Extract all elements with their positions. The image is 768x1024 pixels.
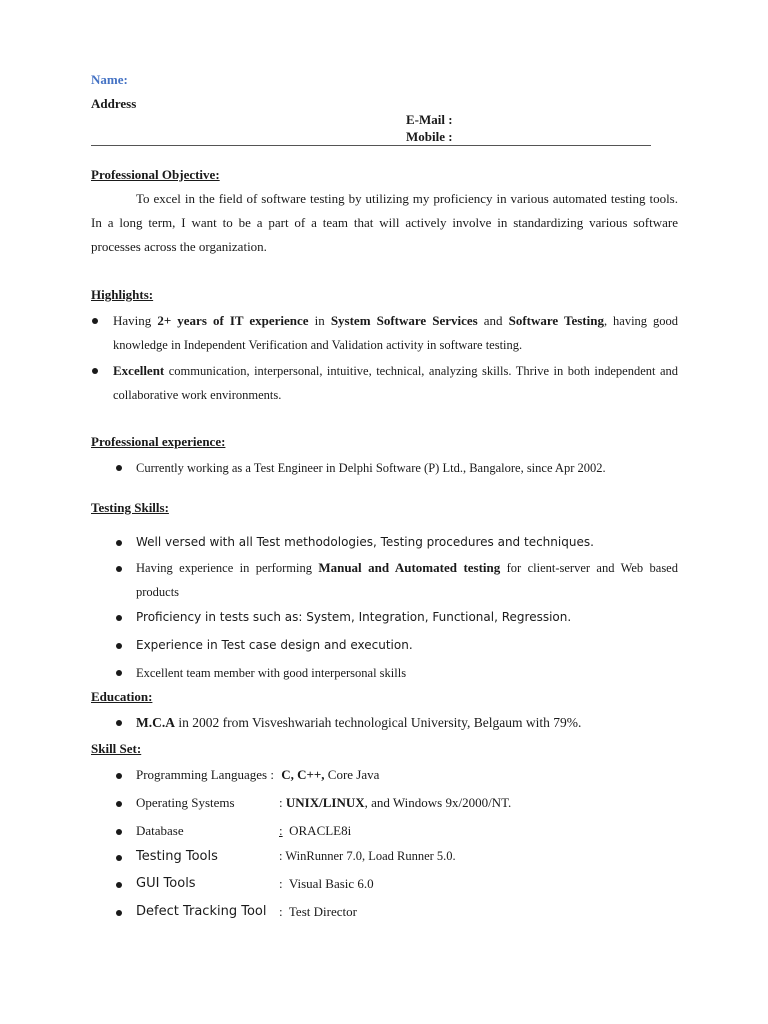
bullet-icon [116,566,122,572]
bullet-icon [116,829,122,835]
highlights-heading: Highlights: [91,287,154,302]
objective-body: To excel in the field of software testing by utilizing my proficiency in various automated testing tools. In a long term, I want to be a part of a team that will actively involve in standardizing various software processes across the organization. [91,191,678,254]
skill-label: Database [136,823,184,838]
bullet-icon [116,773,122,779]
highlight-item-1: Having 2+ years of IT experience in System Software Services and Software Testing, having good knowledge in Independent Verification and Validation activity in software testing. [113,313,678,352]
testing-skill-item-4: Experience in Test case design and execution. [136,638,413,652]
experience-heading: Professional experience: [91,434,226,449]
mobile-label: Mobile : [406,129,453,144]
bullet-icon [116,910,122,916]
testing-skill-item-2: Having experience in performing Manual and Automated testing for client-server and Web based products [136,560,678,599]
testing-skill-item-3: Proficiency in tests such as: System, Integration, Functional, Regression. [136,610,572,624]
skill-label: GUI Tools [136,876,196,891]
skill-row-testing-tools: Testing Tools : WinRunner 7.0, Load Runner 5.0. [136,849,456,864]
bullet-icon [116,540,122,546]
name-label: Name: [91,72,128,87]
bullet-icon [116,670,122,676]
bullet-icon [116,720,122,726]
bullet-icon [92,368,98,374]
skill-label: Defect Tracking Tool [136,904,267,919]
bullet-icon [116,855,122,861]
skill-row-database: Database : ORACLE8i [136,823,352,838]
bullet-icon [92,318,98,324]
email-label: E-Mail : [406,112,453,127]
skill-label: Programming Languages [136,767,268,782]
skill-row-defect-tracking: Defect Tracking Tool : Test Director [136,904,357,919]
bullet-icon [116,643,122,649]
bullet-icon [116,615,122,621]
skill-label: Operating Systems [136,795,235,810]
skill-row-programming: Programming Languages : C, C++, Core Java [136,767,380,782]
skill-row-gui-tools: GUI Tools : Visual Basic 6.0 [136,876,374,891]
education-heading: Education: [91,689,153,704]
experience-item-1: Currently working as a Test Engineer in Delphi Software (P) Ltd., Bangalore, since Apr 2002. [136,461,606,475]
bullet-icon [116,801,122,807]
testing-skill-item-1: Well versed with all Test methodologies, Testing procedures and techniques. [136,535,594,549]
objective-text [91,187,678,259]
skill-label: Testing Tools [136,849,218,864]
bullet-icon [116,882,122,888]
skill-set-heading: Skill Set: [91,741,142,756]
highlight-item-2: Excellent communication, interpersonal, intuitive, technical, analyzing skills. Thrive in both independent and collaborative work environments. [113,363,678,402]
education-item-1: M.C.A in 2002 from Visveshwariah technological University, Belgaum with 79%. [136,715,582,730]
address-label: Address [91,96,137,111]
objective-heading: Professional Objective: [91,167,220,182]
skill-row-os: Operating Systems : UNIX/LINUX, and Windows 9x/2000/NT. [136,795,512,810]
bullet-icon [116,465,122,471]
testing-skills-heading: Testing Skills: [91,500,169,515]
header-divider [91,145,651,146]
testing-skill-item-5: Excellent team member with good interpersonal skills [136,666,407,680]
